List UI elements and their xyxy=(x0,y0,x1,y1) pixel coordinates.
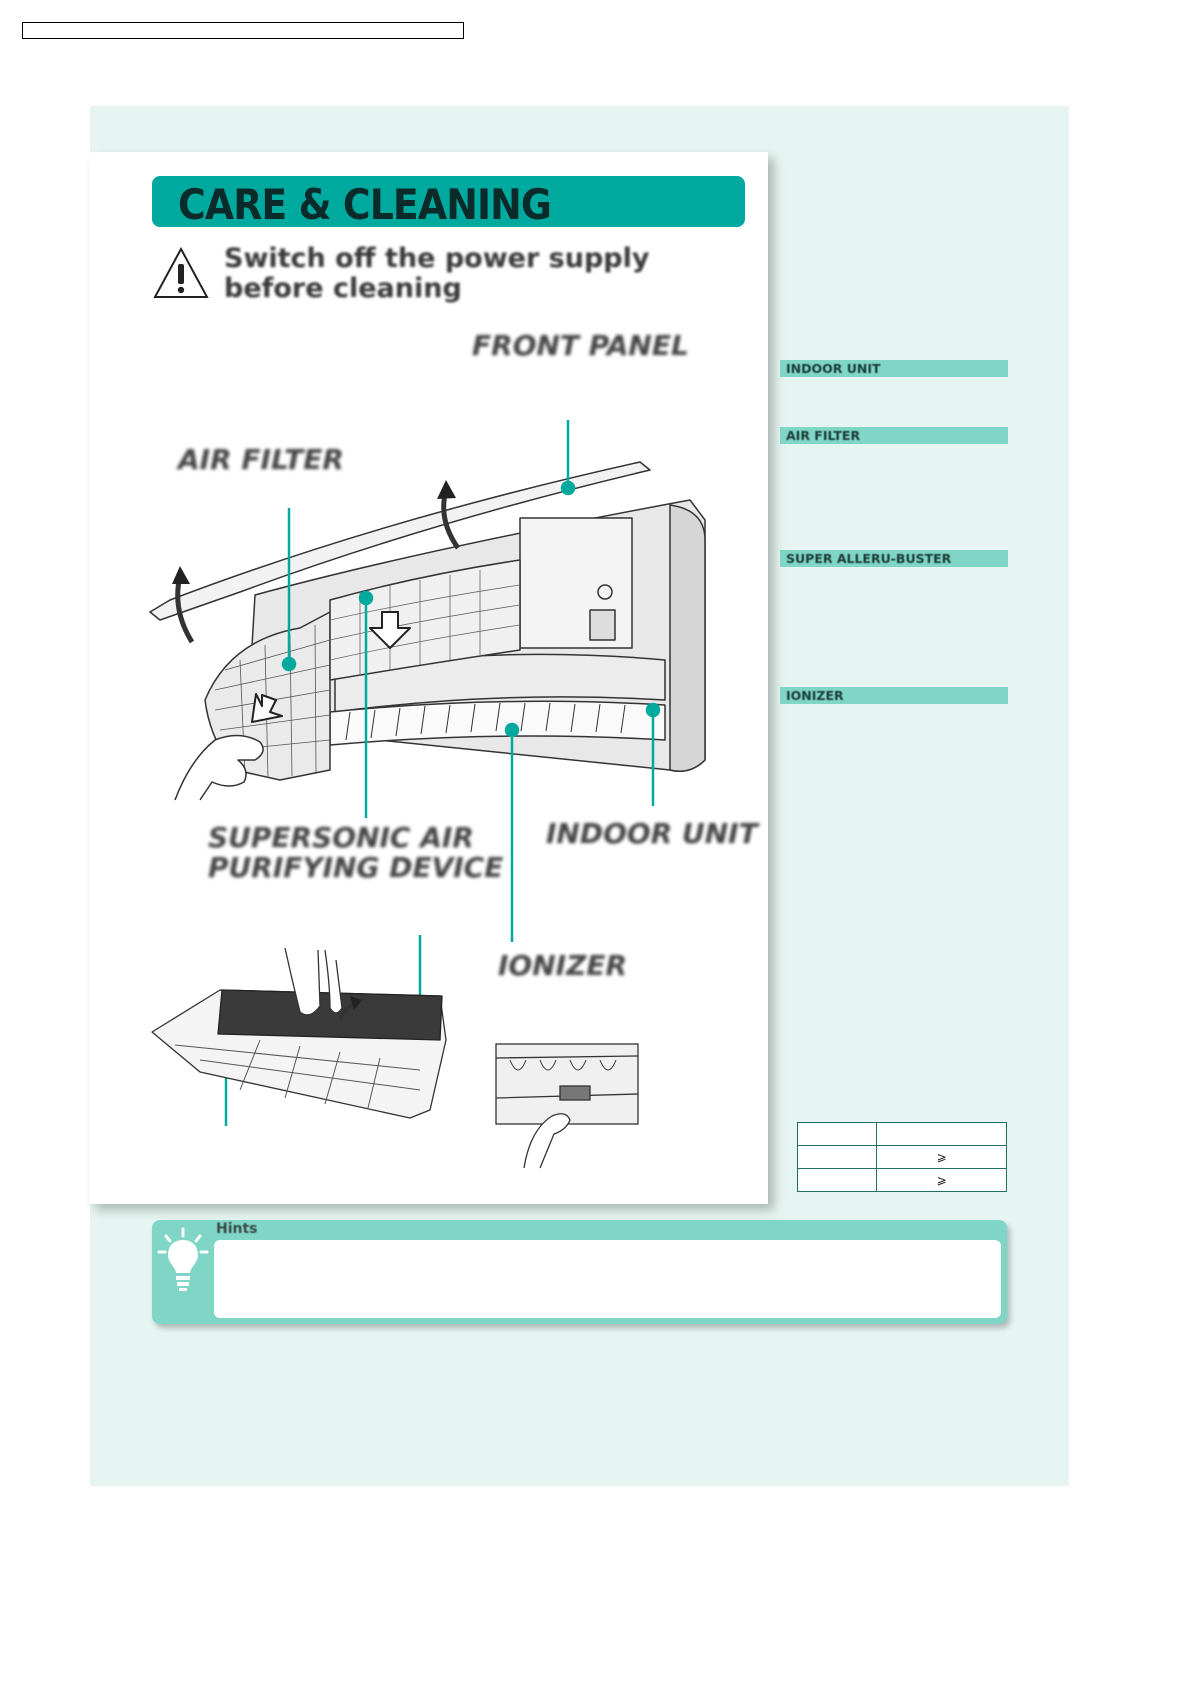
label-supersonic-line-1: SUPERSONIC AIR xyxy=(208,821,474,854)
label-supersonic-line-2: PURIFYING DEVICE xyxy=(208,851,504,884)
label-ionizer: IONIZER xyxy=(498,949,628,982)
label-front-panel: FRONT PANEL xyxy=(472,329,689,362)
table-cell xyxy=(798,1146,877,1169)
table-row xyxy=(798,1146,1007,1169)
table-row xyxy=(798,1169,1007,1192)
table-cell xyxy=(798,1169,877,1192)
sidebar-heading-air-filter xyxy=(780,427,1008,444)
label-air-filter: AIR FILTER xyxy=(178,443,344,476)
sidebar-heading-label: AIR FILTER xyxy=(786,428,861,443)
warning-line-1: Switch off the power supply xyxy=(224,243,650,274)
hints-title: Hints xyxy=(216,1221,258,1237)
sidebar-heading-super-alleru-buster xyxy=(780,550,1008,567)
warning-line-2: before cleaning xyxy=(224,273,462,304)
lightbulb-icon xyxy=(156,1226,210,1294)
sidebar-heading-label: INDOOR UNIT xyxy=(786,361,881,376)
table-cell xyxy=(877,1123,1007,1146)
table-cell: ⩾ xyxy=(877,1146,1007,1169)
table-cell: ⩾ xyxy=(877,1169,1007,1192)
table-row xyxy=(798,1123,1007,1146)
sidebar-heading-indoor-unit xyxy=(780,360,1008,377)
page-title: CARE & CLEANING xyxy=(178,180,551,229)
sidebar-heading-label: IONIZER xyxy=(786,688,844,703)
hints-box xyxy=(152,1220,1007,1324)
label-indoor-unit: INDOOR UNIT xyxy=(546,817,758,850)
table-cell xyxy=(798,1123,877,1146)
sidebar-heading-ionizer xyxy=(780,687,1008,704)
info-table xyxy=(797,1122,1007,1192)
hints-body xyxy=(214,1240,1001,1318)
sidebar-heading-label: SUPER ALLERU-BUSTER xyxy=(786,551,952,566)
